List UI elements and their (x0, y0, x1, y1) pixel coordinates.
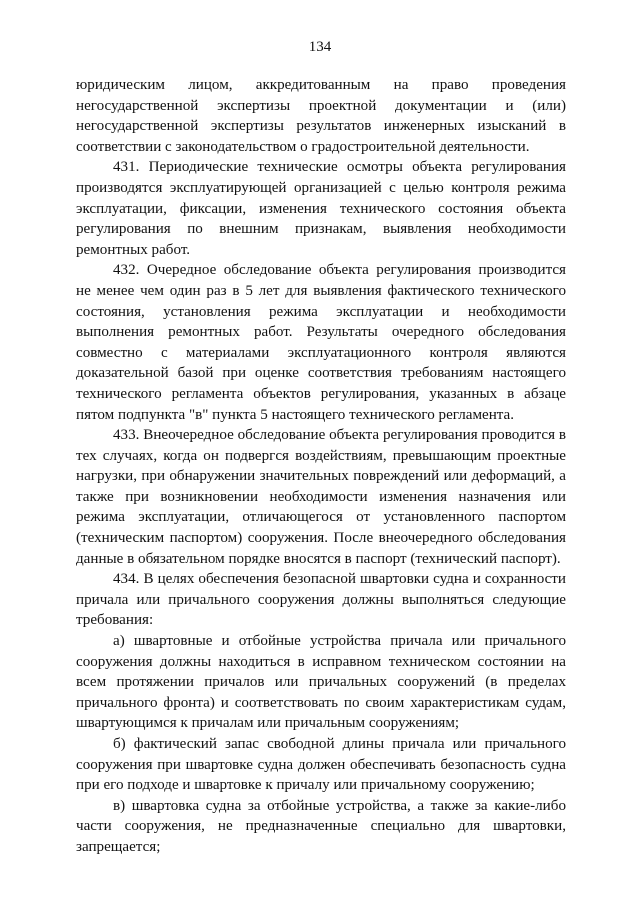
paragraph-434-item-v: в) швартовка судна за отбойные устройства, а также за какие-либо части сооружения, не предназначенные специально для швартовки, запрещается; (76, 797, 566, 855)
paragraph-434: 434. В целях обеспечения безопасной швартовки судна и сохранности причала или причального сооружения должны выполняться следующие требования: (76, 571, 566, 629)
document-body (76, 75, 566, 858)
page-number: 134 (308, 39, 332, 55)
paragraph-continuation: юридическим лицом, аккредитованным на право проведения негосударственной экспертизы проектной документации и (или) негосударственной экспертизы результатов инженерных изысканий в соответствии с законодательством о градостроительной деятельности. (76, 77, 566, 155)
paragraph-432: 432. Очередное обследование объекта регулирования производится не менее чем один раз в 5 лет для выявления фактического технического состояния, установления режима эксплуатации и необходимости выполнения ремонтных работ. Результаты очередного обследования совместно с материалами эксплуатационного контроля являются доказательной базой при оценке соответствия требованиям настоящего технического регламента объектов регулирования, указанных в абзаце пятом подпункта "в" пункта 5 настоящего технического регламента. (76, 262, 566, 423)
paragraph-431: 431. Периодические технические осмотры объекта регулирования производятся эксплуатирующей организацией с целью контроля режима эксплуатации, фиксации, изменения технического состояния объекта регулирования по внешним признакам, выявления необходимости ремонтных работ. (76, 159, 566, 258)
paragraph-434-item-b: б) фактический запас свободной длины причала или причального сооружения при швартовке судна должен обеспечивать безопасность судна при его подходе и швартовке к причалу или причальному сооружению; (76, 736, 566, 794)
paragraph-434-item-a: а) швартовные и отбойные устройства причала или причального сооружения должны находиться в исправном техническом состоянии на всем протяжении причалов или причальных сооружений (в пределах причального фронта) и соответствовать по своим характеристикам судам, швартующимся к причалам или причальным сооружениям; (76, 633, 566, 732)
paragraph-433: 433. Внеочередное обследование объекта регулирования проводится в тех случаях, когда он подвергся воздействиям, превышающим проектные нагрузки, при обнаружении значительных повреждений или деформаций, а также при возникновении необходимости изменения назначения или режима эксплуатации, отличающегося от установленного паспортом (техническим паспортом) сооружения. После внеочередного обследования данные в обязательном порядке вносятся в паспорт (технический паспорт). (76, 427, 566, 567)
